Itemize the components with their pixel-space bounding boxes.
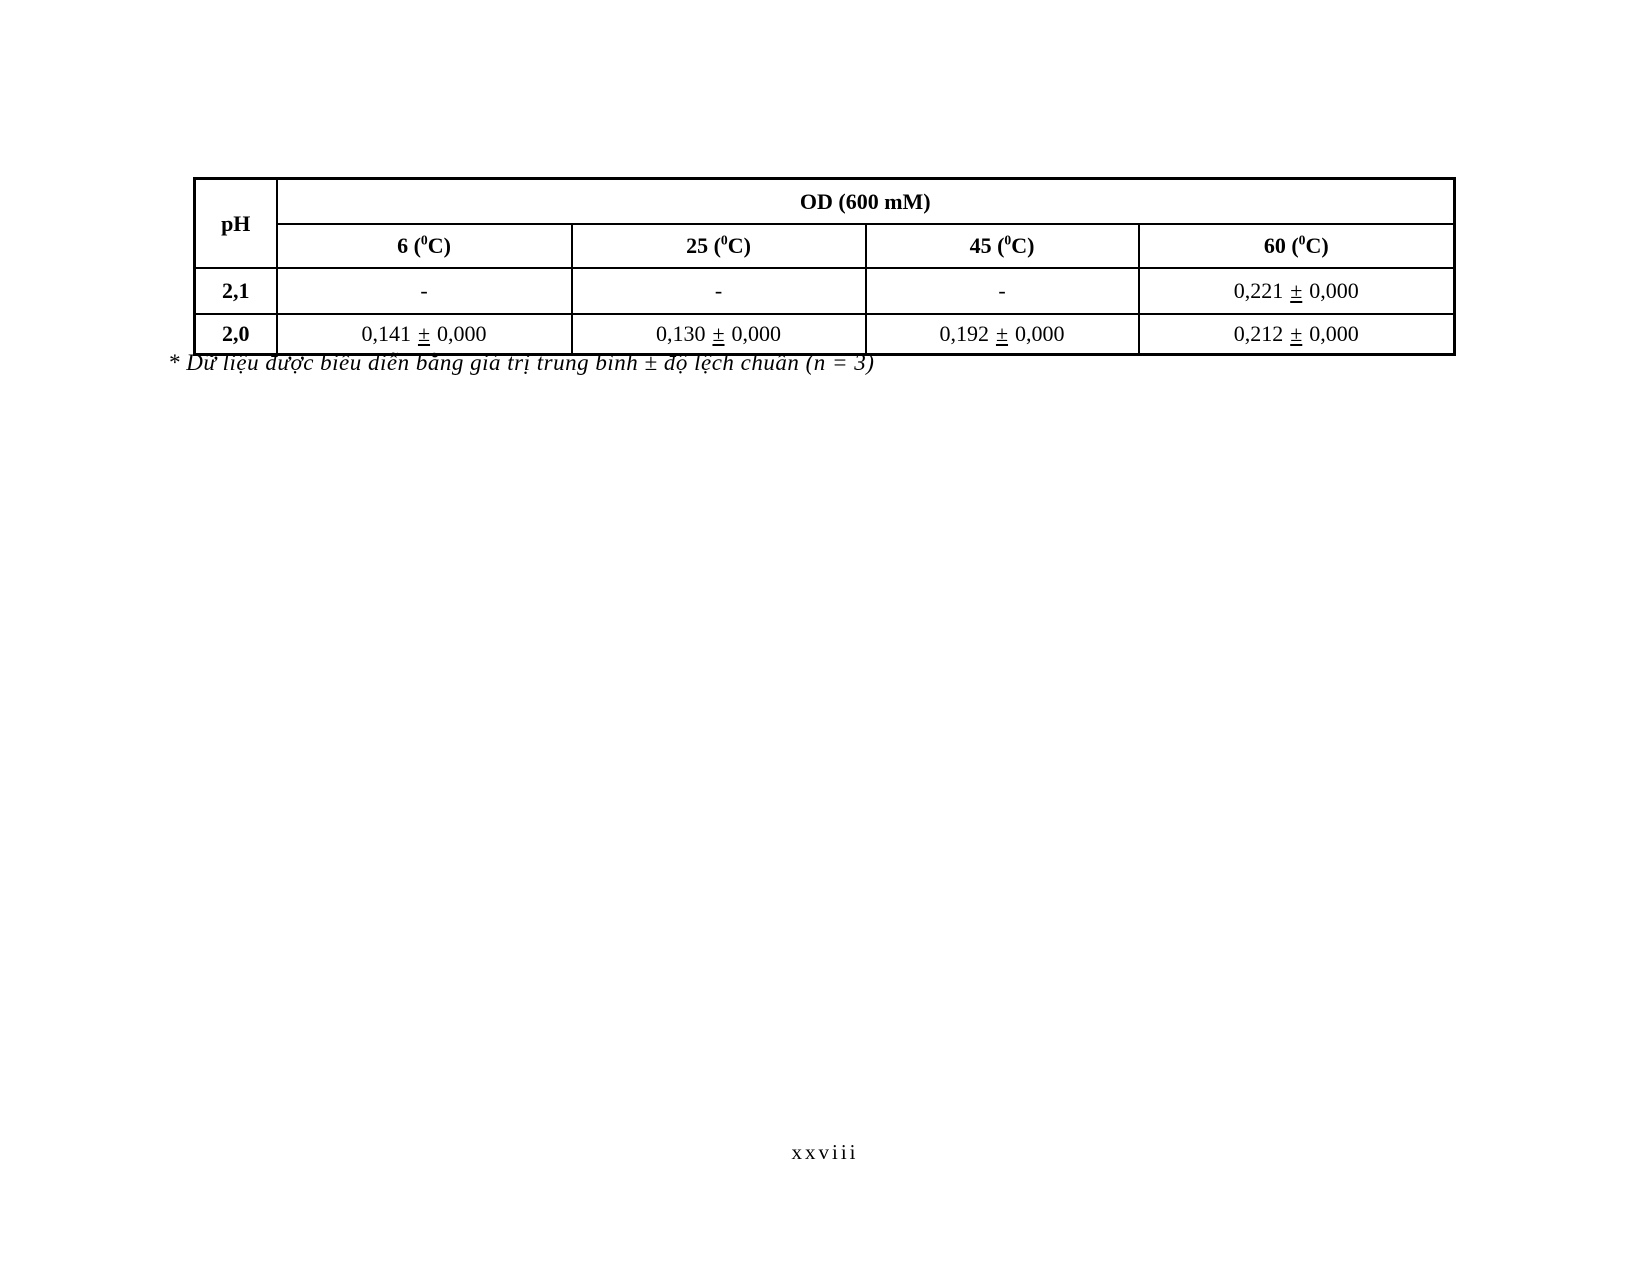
page-number: xxviii — [791, 1140, 859, 1164]
temp-header-suffix: C) — [427, 232, 451, 258]
cell-mean: 0,192 — [939, 321, 989, 346]
superscript-zero: 0 — [720, 232, 728, 248]
table-cell — [572, 268, 866, 314]
cell-sd: 0,000 — [1309, 321, 1359, 346]
temp-header-prefix: 45 ( — [969, 232, 1005, 258]
temp-header-suffix: C) — [1305, 232, 1329, 258]
cell-mean: 0,212 — [1233, 321, 1284, 346]
cell-dash: - — [998, 277, 1006, 303]
cell-mean: 0,130 — [655, 321, 706, 346]
temp-header-prefix: 60 ( — [1263, 232, 1299, 258]
temp-header-prefix: 6 ( — [397, 232, 421, 258]
temp-header-45 — [866, 224, 1139, 268]
table-cell — [1139, 268, 1455, 314]
cell-sd: 0,000 — [731, 321, 782, 346]
cell-mean: 0,221 — [1233, 277, 1284, 303]
cell-sd: 0,000 — [437, 321, 487, 346]
table-footnote: * Dữ liệu được biểu diễn bằng giá trị trung bình ± độ lệch chuẩn (n = 3) — [168, 350, 875, 375]
plus-minus-sign: ± — [1290, 277, 1303, 303]
table-cell — [572, 314, 866, 355]
cell-mean: 0,141 — [361, 321, 411, 346]
table-header-row-group — [195, 179, 1455, 224]
temp-header-prefix: 25 ( — [686, 232, 721, 258]
table-cell — [277, 268, 572, 314]
temp-header-suffix: C) — [727, 232, 751, 258]
temp-header-25 — [572, 224, 866, 268]
superscript-zero: 0 — [1298, 232, 1306, 248]
table-row — [195, 314, 1455, 355]
temp-header-suffix: C) — [1011, 232, 1035, 258]
cell-dash: - — [420, 277, 428, 303]
temp-header-60 — [1139, 224, 1455, 268]
table-cell — [1139, 314, 1455, 355]
plus-minus-sign: ± — [417, 321, 431, 346]
temp-header-6 — [277, 224, 572, 268]
plus-minus-sign: ± — [1290, 321, 1303, 346]
table-row — [195, 268, 1455, 314]
table-cell — [866, 314, 1139, 355]
od-group-header: OD (600 mM) — [277, 179, 1455, 224]
superscript-zero: 0 — [420, 232, 428, 248]
od-results-table — [193, 177, 1456, 356]
table-cell — [866, 268, 1139, 314]
table-header-row-temps — [195, 224, 1455, 268]
ph-value: 2,1 — [195, 268, 277, 314]
cell-sd: 0,000 — [1015, 321, 1065, 346]
cell-sd: 0,000 — [1309, 277, 1359, 303]
ph-corner-header: pH — [195, 179, 277, 268]
cell-dash: - — [714, 277, 723, 303]
table-cell — [277, 314, 572, 355]
plus-minus-sign: ± — [995, 321, 1009, 346]
plus-minus-sign: ± — [712, 321, 725, 346]
ph-value: 2,0 — [195, 314, 277, 355]
superscript-zero: 0 — [1004, 232, 1012, 248]
